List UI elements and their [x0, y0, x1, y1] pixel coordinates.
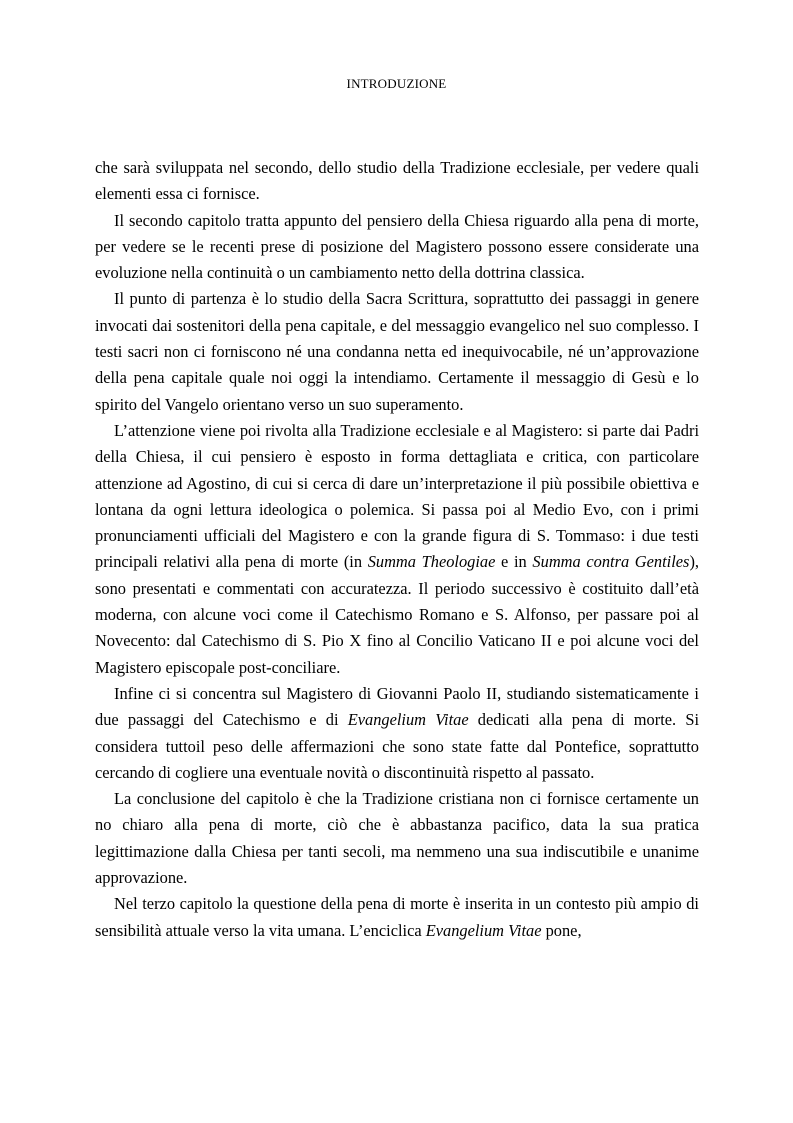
paragraph-continuation — [95, 155, 699, 208]
paragraph-sacred-scripture — [95, 286, 699, 417]
italic-title-evangelium-vitae: Evangelium Vitae — [425, 920, 542, 940]
text-segment: Nel terzo capitolo la questione della pena di morte è inserita in un contesto più ampio di sensibilità attuale verso la vita umana. L’enciclica — [95, 894, 699, 940]
paragraph-third-chapter — [95, 891, 699, 944]
text-segment: dedicati alla pena di morte. Si considera tuttoil peso delle affermazioni che sono state fatte dal Pontefice, soprattutto cercando di cogliere una eventuale novità o discontinuità rispetto al passato. — [95, 710, 699, 782]
text-segment: Il secondo capitolo tratta appunto del pensiero della Chiesa riguardo alla pena di morte, per vedere se le recenti prese di posizione del Magistero possono essere considerate una evoluzione nella continuità o un cambiamento netto della dottrina classica. — [95, 210, 699, 283]
text-segment: Infine ci si concentra sul Magistero di Giovanni Paolo II, studiando sistematicamente i due passaggi del Catechismo e di — [95, 683, 699, 730]
body-text — [95, 155, 699, 944]
text-segment: L’attenzione viene poi rivolta alla Tradizione ecclesiale e al Magistero: si parte dai Padri della Chiesa, il cui pensiero è esposto in forma dettagliata e critica, con particolare attenzione ad Agostino, di cui si cerca di dare un’interpretazione il più possibile obiettiva e lontana da ogni lettura ideologica o polemica. Si passa poi al Medio Evo, con i primi pronunciamenti ufficiali del Magistero e con la grande figura di S. Tommaso: i due testi principali relativi alla pena di morte (in — [95, 420, 699, 572]
paragraph-chapter-conclusion — [95, 786, 699, 891]
italic-title-evangelium-vitae: Evangelium Vitae — [347, 710, 469, 730]
text-segment: pone, — [541, 920, 582, 940]
text-segment: Il punto di partenza è lo studio della Sacra Scrittura, soprattutto dei passaggi in genere invocati dai sostenitori della pena capitale, e del messaggio evangelico nel suo complesso. I testi sacri non ci forniscono né una condanna netta ed inequivocabile, né un’approvazione della pena capitale quale noi oggi la intendiamo. Certamente il messaggio di Gesù e lo spirito del Vangelo orientano verso un suo superamento. — [95, 289, 699, 414]
text-segment: ), sono presentati e commentati con accuratezza. Il periodo successivo è costituito dall’età moderna, con alcune voci come il Catechismo Romano e S. Alfonso, per passare poi al Novecento: dal Catechismo di S. Pio X fino al Concilio Vaticano II e poi alcune voci del Magistero episcopale post-conciliare. — [95, 552, 699, 677]
text-segment: e in — [495, 552, 533, 572]
paragraph-second-chapter — [95, 208, 699, 287]
italic-title-summa-theologiae: Summa Theologiae — [367, 552, 496, 572]
text-segment: che sarà sviluppata nel secondo, dello studio della Tradizione ecclesiale, per vedere quali elementi essa ci fornisce. — [95, 158, 699, 204]
running-header-title: INTRODUZIONE — [346, 76, 447, 91]
italic-title-summa-contra-gentiles: Summa contra Gentiles — [532, 552, 690, 572]
text-segment: La conclusione del capitolo è che la Tradizione cristiana non ci fornisce certamente un no chiaro alla pena di morte, ciò che è abbastanza pacifico, data la sua pratica legittimazione dalla Chiesa per tanti secoli, ma nemmeno una sua indiscutibile e unanime approvazione. — [95, 789, 699, 888]
paragraph-john-paul-ii — [95, 681, 699, 786]
paragraph-tradition-magisterium — [95, 418, 699, 681]
